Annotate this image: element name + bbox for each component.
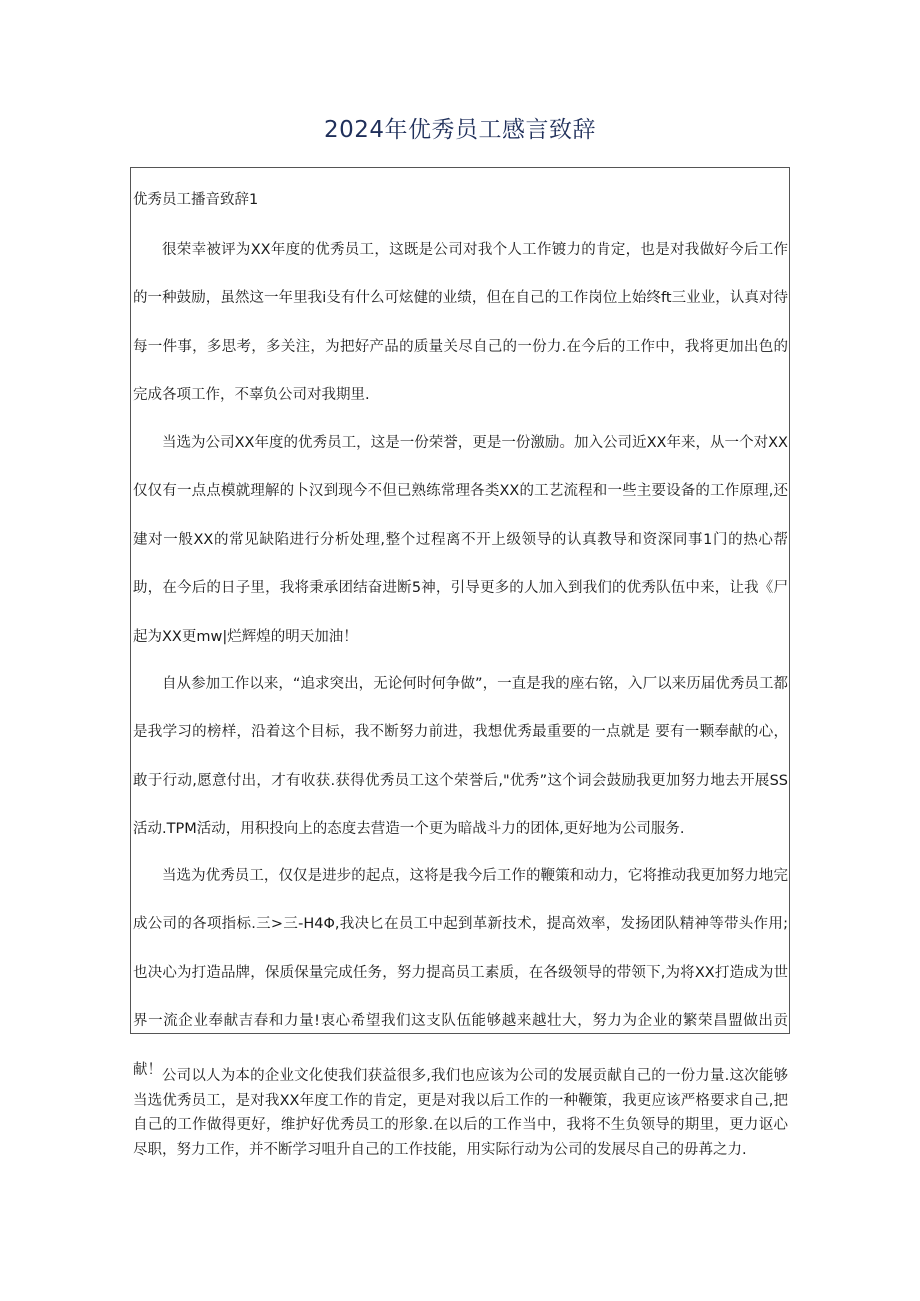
speech-heading: 优秀员工播音致辞1 xyxy=(133,192,259,208)
speech-paragraph-1: 很荣幸被评为XX年度的优秀员工，这既是公司对我个人工作镀力的肯定，也是对我做好今后工作的一种鼓励，虽然这一年里我i殳有什么可炫健的业绩，但在自己的工作岗位上始终ft三业业，认真对待每一件事，多思考，多关注，为把好产品的质量关尽自己的一份力.在今后的工作中，我将更加出色的完成各项工作，不辜负公司对我期里. xyxy=(133,242,788,404)
speech-paragraph-4: 当选为优秀员工，仅仅是进步的起点，这将是我今后工作的鞭策和动力，它将推动我更加努力地完成公司的各项指标.三>三-H4Φ,我决匕在员工中起到革新技术，提高效率，发扬团队精神等带头作用;也决心为打造品牌，保质保量完成任务，努力提高员工素质，在各级领导的带领下,为将XX打造成为世界一流企业奉献吉春和力量!衷心希望我们这支队伍能够越来越壮大，努力为企业的繁荣昌盟做出贡献！ xyxy=(133,868,788,1078)
closing-paragraph: 公司以人为本的企业文化使我们获益很多,我们也应该为公司的发展贡献自己的一份力量.这次能够当选优秀员工，是对我XX年度工作的肯定，更是对我以后工作的一种鞭策，我更应该严格要求自己,把自己的工作做得更好，维护好优秀员工的形象.在以后的工作当中，我将不生负领导的期里，更力讴心尽职，努力工作，并不断学习咀升自己的工作技能，用实际行动为公司的发展尽自己的毋苒之力. xyxy=(133,1068,788,1158)
document-title: 2024年优秀员工感言致辞 xyxy=(323,117,597,143)
speech-paragraph-3: 自从参加工作以来，“追求突出，无论何时何争做”，一直是我的座右铭，入厂以来历届优秀员工都是我学习的榜样，沿着这个目标，我不断努力前进，我想优秀最重要的一点就是 要有一颗奉献的心，敢于行动,愿意付出，才有收获.获得优秀员工这个荣誉后,"优秀”这个词会鼓励我更加努力地去开展SS活动.TPM活动，用积投向上的态度去营造一个更为暗战斗力的团体,更好地为公司服务. xyxy=(133,676,788,838)
speech-paragraph-2: 当选为公司XX年度的优秀员工，这是一份荣誉，更是一份激励。加入公司近XX年来，从一个对XX仅仅有一点点模就理解的卜汉到现今不但已熟练常理各类XX的工艺流程和一些主要设备的工作原理,还建对一般XX的常见缺陷进行分析处理,整个过程离不开上级领导的认真教导和资深同事1门的热心帮助，在今后的日子里，我将秉承团结奋进断5神，引导更多的人加入到我们的优秀队伍中来，让我《尸起为XX更mw|烂辉煌的明天加油！ xyxy=(133,435,788,645)
